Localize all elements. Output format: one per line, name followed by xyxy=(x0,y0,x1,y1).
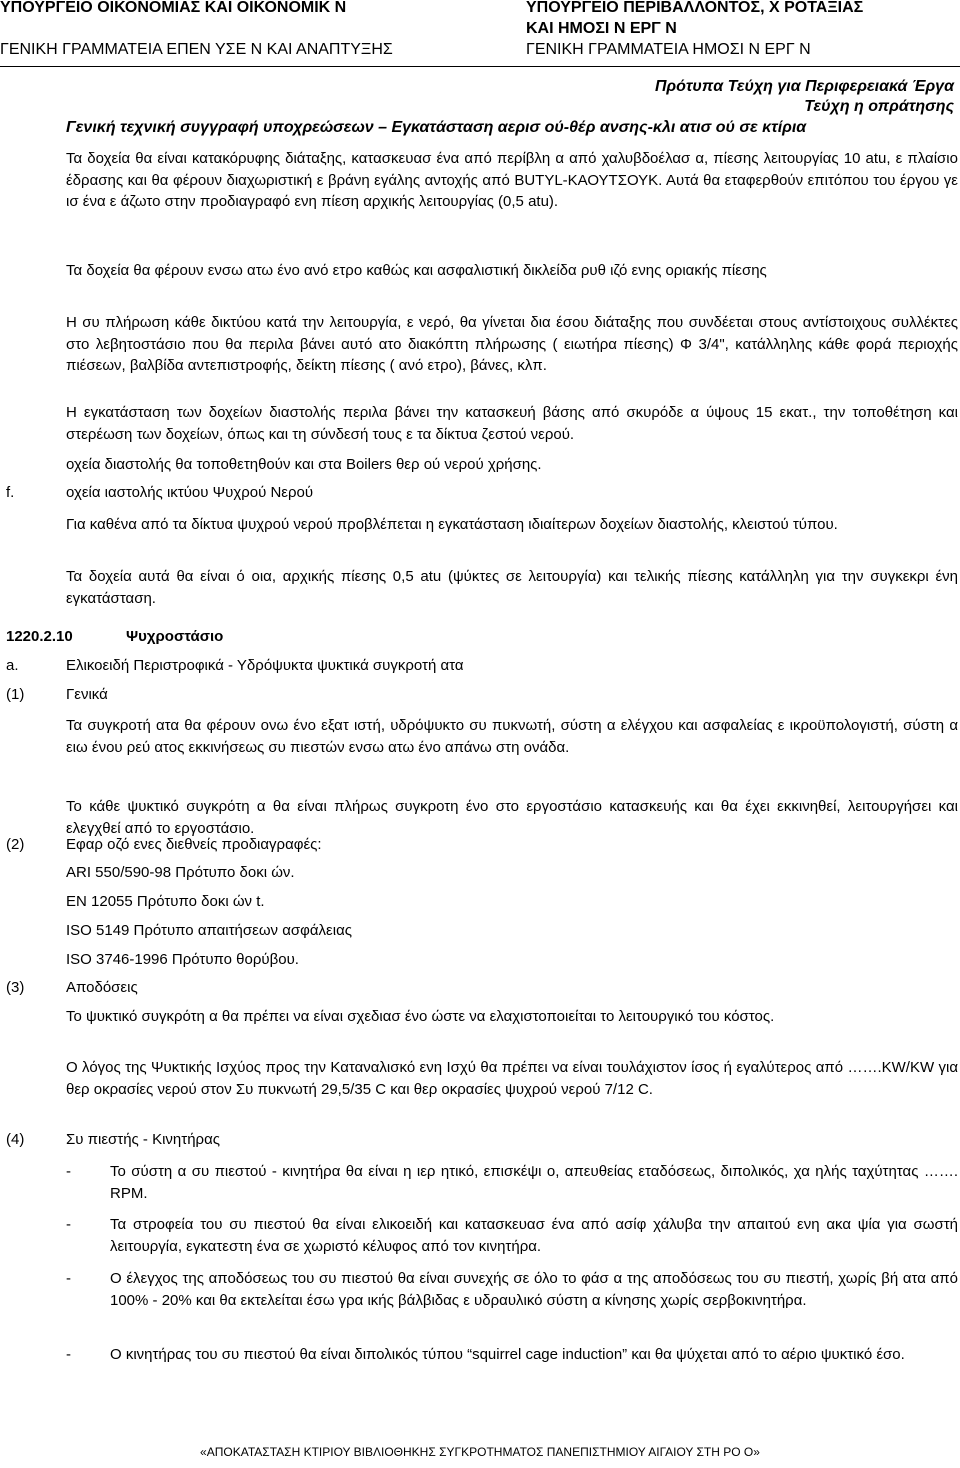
spec-item: ISO 5149 Πρότυπο απαιτήσεων ασφάλειας xyxy=(66,922,352,939)
paragraph: Η εγκατάσταση των δοχείων διαστολής περιλα βάνει την κατασκευή βάσης από σκυρόδε α ύψους 15 εκατ., την τοποθέτηση και στερέωση των δοχείων, όπως και τη σύνδεσή τους ε τα δίκτυα ζεστού νερού. xyxy=(66,404,958,443)
item-heading-a: Ελικοειδή Περιστροφικά - Υδρόψυκτα ψυκτικά συγκροτή ατα xyxy=(66,657,464,674)
spec-item: ARI 550/590-98 Πρότυπο δοκι ών. xyxy=(66,864,295,881)
paragraph: Τα δοχεία αυτά θα είναι ό οια, αρχικής πίεσης 0,5 atu (ψύκτες σε λειτουργία) και τελικής πίεσης κατάλληλη για την συγκεκρι ένη εγκατάσταση. xyxy=(66,568,958,607)
ministry-right-line3: ΓΕΝΙΚΗ ΓΡΑΜΜΑΤΕΙΑ ΗΜΟΣΙ Ν ΕΡΓ Ν xyxy=(526,41,811,58)
paragraph: Το ψυκτικό συγκρότη α θα πρέπει να είναι σχεδιασ ένο ώστε να ελαχιστοποιείται το λειτουργικό του κόστος. xyxy=(66,1008,775,1025)
header-divider xyxy=(0,66,960,67)
doc-title: Γενική τεχνική συγγραφή υποχρεώσεων – Εγκατάσταση αερισ ού-θέρ ανσης-κλι ατισ ού σε κτίρια xyxy=(66,119,807,136)
spec-item: EN 12055 Πρότυπο δοκι ών t. xyxy=(66,893,265,910)
bullet-dash: - xyxy=(66,1216,71,1233)
item-label-1: (1) xyxy=(6,686,25,703)
bullet-text: Τα στροφεία του συ πιεστού θα είναι ελικοειδή και κατασκευασ ένα από ασίφ χάλυβα την απαιτού ενη ακα ψία για σωστή λειτουργία, εγκατεστη ένα σε χωριστό κέλυφος από τον κινητήρα. xyxy=(110,1216,958,1255)
section-title: Ψυχροστάσιο xyxy=(126,628,224,645)
item-heading-f: οχεία ιαστολής ικτύου Ψυχρού Νερού xyxy=(66,484,314,501)
paragraph: Ο λόγος της Ψυκτικής Ισχύος προς την Καταναλισκό ενη Ισχύ θα πρέπει να είναι τουλάχιστον ίσος ή εγαλύτερος από …….KW/KW για θερ οκρασίες νερού στον Συ πυκνωτή 29,5/35 C και θερ οκρασίες ψυχρού νερού 7/12 C. xyxy=(66,1059,958,1098)
item-label-f: f. xyxy=(6,484,15,501)
item-label-a: a. xyxy=(6,657,19,674)
bullet-text: Ο κινητήρας του συ πιεστού θα είναι διπολικός τύπου “squirrel cage induction” και θα ψύχεται από το αέριο ψυκτικό έσο. xyxy=(110,1346,905,1363)
item-label-4: (4) xyxy=(6,1131,25,1148)
bullet-dash: - xyxy=(66,1270,71,1287)
section-number: 1220.2.10 xyxy=(6,628,73,645)
item-heading-1: Γενικά xyxy=(66,686,108,703)
page-header xyxy=(0,0,960,70)
bullet-dash: - xyxy=(66,1163,71,1180)
paragraph: Τα δοχεία θα φέρουν ενσω ατω ένο ανό ετρο καθώς και ασφαλιστική δικλείδα ρυθ ιζό ενης οριακής πίεσης xyxy=(66,262,767,279)
spec-item: ISO 3746-1996 Πρότυπο θορύβου. xyxy=(66,951,299,968)
bullet-text: Το σύστη α συ πιεστού - κινητήρα θα είναι η ιερ ητικό, επισκέψι ο, απευθείας εταδόσεως, διπολικός, χα ηλής ταχύτητας ……. RPM. xyxy=(110,1163,958,1202)
paragraph: Τα συγκροτή ατα θα φέρουν ονω ένο εξατ ιστή, υδρόψυκτο συ πυκνωτή, σύστη α ελέγχου και ασφαλείας ε ικροϋπολογιστή, σύστη α ειω ένου ρεύ ατος εκκινήσεως συ πιεστών ενσω ατω ένο απάνω στη ονάδα. xyxy=(66,717,958,756)
doc-series: Πρότυπα Τεύχη για Περιφερειακά Έργα xyxy=(654,78,954,95)
doc-volume: Τεύχη η οπράτησης xyxy=(804,98,954,115)
paragraph: Η συ πλήρωση κάθε δικτύου κατά την λειτουργία, ε νερό, θα γίνεται δια έσου διάταξης που συνδέεται στους αντίστοιχους συλλέκτες στο λεβητοστάσιο που θα περιλα βάνει αυτό ατο διακόπτη πλήρωσης ( ειωτήρα πίεσης) Φ 3/4", κατάλληλης κάθε φορά περιοχής πιέσεων, βαλβίδα αντεπιστροφής, δείκτη πίεσης ( ανό ετρο), βάνες, κλπ. xyxy=(66,314,958,375)
ministry-right-line2: ΚΑΙ ΗΜΟΣΙ Ν ΕΡΓ Ν xyxy=(526,20,677,37)
ministry-left-line2: ΓΕΝΙΚΗ ΓΡΑΜΜΑΤΕΙΑ ΕΠΕΝ ΥΣΕ Ν ΚΑΙ ΑΝΑΠΤΥΞΗΣ xyxy=(0,41,393,58)
item-label-3: (3) xyxy=(6,979,25,996)
paragraph: Τα δοχεία θα είναι κατακόρυφης διάταξης, κατασκευασ ένα από περίβλη α από χαλυβδοέλασ α, πίεσης λειτουργίας 10 atu, ε πλαίσιο έδρασης και θα φέρουν διαχωριστική ε βράνη εγάλης αντοχής από BUTYL-ΚΑΟΥΤΣΟΥΚ. Αυτά θα εταφερθούν επιτόπου του έργου γε ισ ένα ε άζωτο στην προδιαγραφό ενη πίεση αρχικής λειτουργίας (0,5 atu). xyxy=(66,150,958,211)
item-label-2: (2) xyxy=(6,836,25,853)
paragraph: Το κάθε ψυκτικό συγκρότη α θα είναι πλήρως συγκροτη ένο στο εργοστάσιο κατασκευής και θα έχει εκκινηθεί, λειτουργήσει και ελεγχθεί από το εργοστάσιο. xyxy=(66,798,958,837)
ministry-right-line1: ΥΠΟΥΡΓΕΙΟ ΠΕΡΙΒΑΛΛΟΝΤΟΣ, Χ ΡΟΤΑΞΙΑΣ xyxy=(526,0,864,16)
ministry-left-line1: ΥΠΟΥΡΓΕΙΟ ΟΙΚΟΝΟΜΙΑΣ ΚΑΙ ΟΙΚΟΝΟΜΙΚ Ν xyxy=(0,0,347,16)
bullet-text: Ο έλεγχος της αποδόσεως του συ πιεστού θα είναι συνεχής σε όλο το φάσ α της αποδόσεως του συ πιεστή, χωρίς βή ατα από 100% - 20% και θα εκτελείται έσω γρα ικής βάλβιδας ε υδραυλικό σύστη α κίνησης χωρίς σερβοκινητήρα. xyxy=(110,1270,958,1309)
item-heading-2: Εφαρ οζό ενες διεθνείς προδιαγραφές: xyxy=(66,836,322,853)
item-heading-3: Αποδόσεις xyxy=(66,979,138,996)
page-footer: «ΑΠΟΚΑΤΑΣΤΑΣΗ ΚΤΙΡΙΟΥ ΒΙΒΛΙΟΘΗΚΗΣ ΣΥΓΚΡΟΤΗΜΑΤΟΣ ΠΑΝΕΠΙΣΤΗΜΙΟΥ ΑΙΓΑΙΟΥ ΣΤΗ ΡΟ Ο» xyxy=(200,1445,760,1459)
paragraph: οχεία διαστολής θα τοποθετηθούν και στα Boilers θερ ού νερού χρήσης. xyxy=(66,456,542,473)
item-heading-4: Συ πιεστής - Κινητήρας xyxy=(66,1131,220,1148)
bullet-dash: - xyxy=(66,1346,71,1363)
paragraph: Για καθένα από τα δίκτυα ψυχρού νερού προβλέπεται η εγκατάσταση ιδιαίτερων δοχείων διαστολής, κλειστού τύπου. xyxy=(66,516,838,533)
